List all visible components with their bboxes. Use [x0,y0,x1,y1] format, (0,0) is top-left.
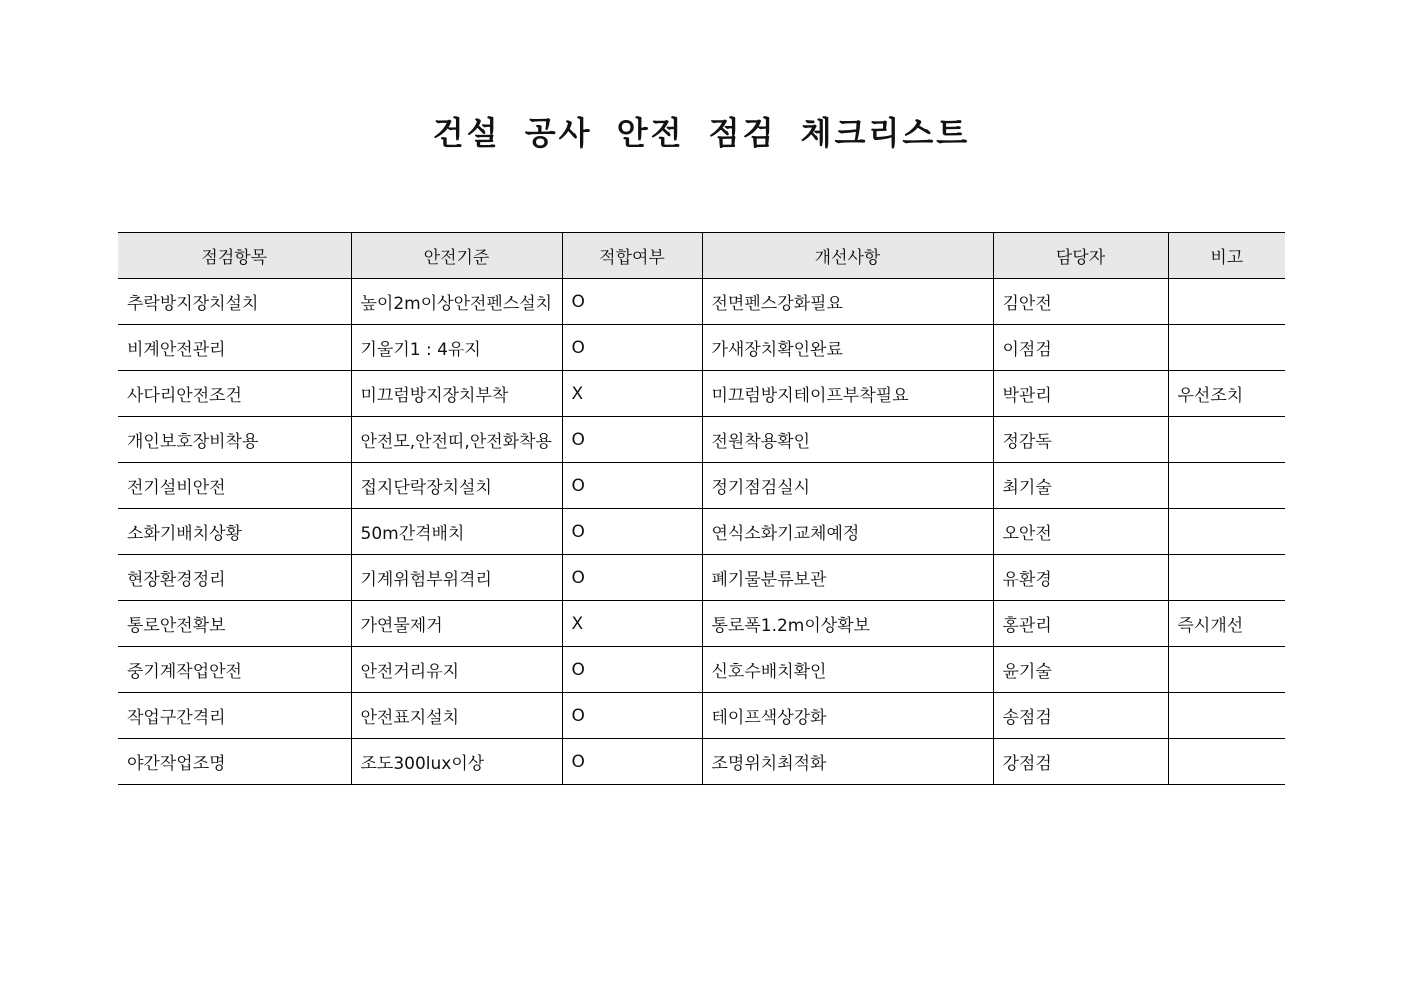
cell-person-in-charge: 홍관리 [993,601,1168,647]
header-inspection-item: 점검항목 [118,233,351,279]
cell-inspection-item: 추락방지장치설치 [118,279,351,325]
cell-person-in-charge: 오안전 [993,509,1168,555]
cell-compliance: O [562,325,702,371]
table-row [118,279,1285,325]
cell-person-in-charge: 최기술 [993,463,1168,509]
cell-remarks [1168,739,1285,785]
cell-inspection-item: 개인보호장비착용 [118,417,351,463]
cell-safety-standard: 미끄럼방지장치부착 [351,371,562,417]
cell-remarks [1168,463,1285,509]
cell-improvement: 정기점검실시 [702,463,993,509]
table-header [118,233,1285,279]
header-row [118,233,1285,279]
cell-remarks: 즉시개선 [1168,601,1285,647]
cell-improvement: 미끄럼방지테이프부착필요 [702,371,993,417]
cell-compliance: O [562,739,702,785]
cell-inspection-item: 전기설비안전 [118,463,351,509]
table-row [118,601,1285,647]
cell-remarks [1168,509,1285,555]
cell-compliance: O [562,647,702,693]
cell-inspection-item: 중기계작업안전 [118,647,351,693]
cell-remarks [1168,647,1285,693]
cell-person-in-charge: 이점검 [993,325,1168,371]
cell-inspection-item: 통로안전확보 [118,601,351,647]
cell-inspection-item: 사다리안전조건 [118,371,351,417]
table-row [118,739,1285,785]
table-row [118,417,1285,463]
table-row [118,463,1285,509]
cell-improvement: 통로폭1.2m이상확보 [702,601,993,647]
cell-person-in-charge: 강점검 [993,739,1168,785]
cell-remarks [1168,693,1285,739]
cell-safety-standard: 조도300lux이상 [351,739,562,785]
cell-safety-standard: 기계위험부위격리 [351,555,562,601]
cell-safety-standard: 가연물제거 [351,601,562,647]
cell-person-in-charge: 박관리 [993,371,1168,417]
cell-remarks [1168,279,1285,325]
cell-remarks [1168,325,1285,371]
cell-compliance: X [562,371,702,417]
cell-remarks [1168,555,1285,601]
cell-remarks [1168,417,1285,463]
cell-person-in-charge: 윤기술 [993,647,1168,693]
cell-safety-standard: 50m간격배치 [351,509,562,555]
cell-improvement: 조명위치최적화 [702,739,993,785]
cell-improvement: 연식소화기교체예정 [702,509,993,555]
table-row [118,647,1285,693]
cell-safety-standard: 안전표지설치 [351,693,562,739]
cell-safety-standard: 접지단락장치설치 [351,463,562,509]
table-row [118,555,1285,601]
cell-safety-standard: 안전모,안전띠,안전화착용 [351,417,562,463]
cell-compliance: X [562,601,702,647]
cell-compliance: O [562,509,702,555]
cell-person-in-charge: 유환경 [993,555,1168,601]
header-improvement: 개선사항 [702,233,993,279]
cell-inspection-item: 야간작업조명 [118,739,351,785]
cell-improvement: 전면펜스강화필요 [702,279,993,325]
table-row [118,693,1285,739]
header-person-in-charge: 담당자 [993,233,1168,279]
table-body [118,279,1285,785]
cell-person-in-charge: 송점검 [993,693,1168,739]
cell-person-in-charge: 김안전 [993,279,1168,325]
cell-compliance: O [562,555,702,601]
checklist-table [118,232,1285,785]
table-row [118,509,1285,555]
cell-safety-standard: 높이2m이상안전펜스설치 [351,279,562,325]
cell-compliance: O [562,693,702,739]
cell-compliance: O [562,417,702,463]
cell-inspection-item: 현장환경정리 [118,555,351,601]
cell-safety-standard: 안전거리유지 [351,647,562,693]
cell-inspection-item: 소화기배치상황 [118,509,351,555]
cell-compliance: O [562,463,702,509]
cell-person-in-charge: 정감독 [993,417,1168,463]
document-title: 건설 공사 안전 점검 체크리스트 [432,114,971,152]
cell-safety-standard: 기울기1 : 4유지 [351,325,562,371]
cell-improvement: 테이프색상강화 [702,693,993,739]
header-safety-standard: 안전기준 [351,233,562,279]
cell-remarks: 우선조치 [1168,371,1285,417]
header-compliance: 적합여부 [562,233,702,279]
cell-improvement: 가새장치확인완료 [702,325,993,371]
cell-inspection-item: 비계안전관리 [118,325,351,371]
cell-compliance: O [562,279,702,325]
table-row [118,371,1285,417]
header-remarks: 비고 [1168,233,1285,279]
cell-improvement: 폐기물분류보관 [702,555,993,601]
cell-inspection-item: 작업구간격리 [118,693,351,739]
cell-improvement: 전원착용확인 [702,417,993,463]
cell-improvement: 신호수배치확인 [702,647,993,693]
table-row [118,325,1285,371]
